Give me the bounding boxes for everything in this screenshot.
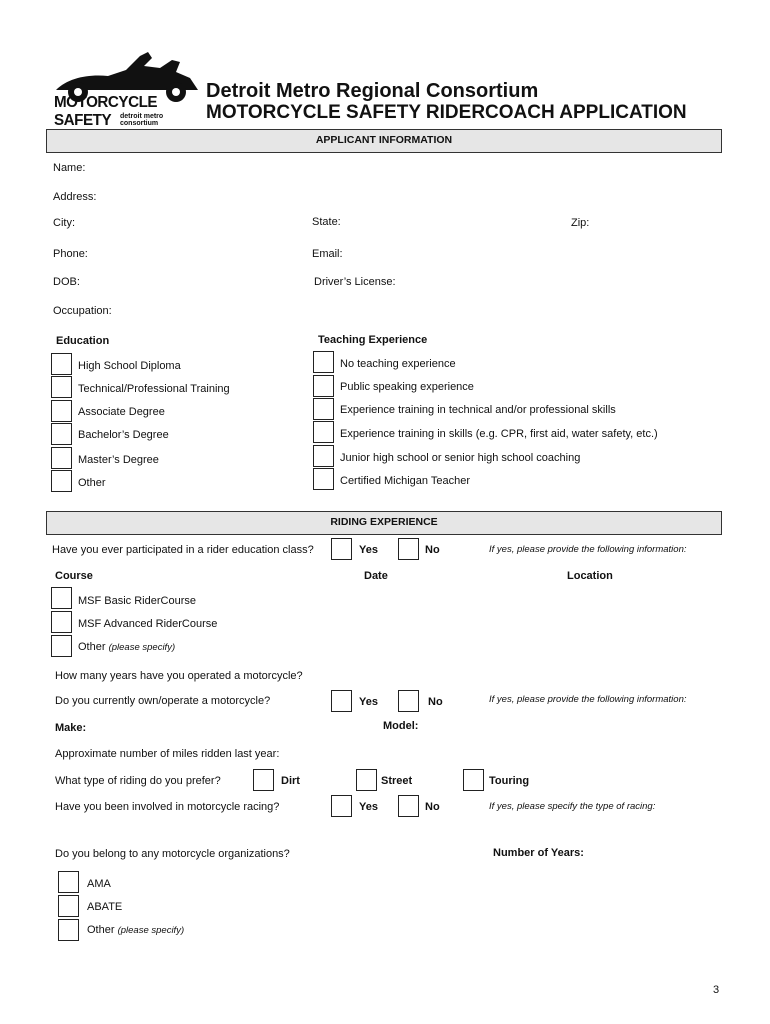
racing-yes-label: Yes (359, 801, 378, 813)
street-label: Street (381, 775, 413, 787)
teaching-option: Experience training in skills (e.g. CPR, first aid, water safety, etc.) (340, 428, 658, 440)
phone-label: Phone: (53, 248, 88, 260)
name-label: Name: (53, 162, 86, 174)
education-checkbox[interactable] (51, 423, 72, 445)
rider-class-no-label: No (425, 544, 440, 556)
page-number: 3 (713, 984, 720, 996)
applicant-section-header: APPLICANT INFORMATION (46, 129, 722, 153)
education-option: Bachelor’s Degree (78, 429, 169, 441)
model-label: Model: (383, 720, 419, 732)
education-checkbox[interactable] (51, 376, 72, 398)
teaching-option: Public speaking experience (340, 381, 474, 393)
education-checkbox[interactable] (51, 470, 72, 492)
education-option: Master’s Degree (78, 454, 159, 466)
logo (48, 46, 202, 129)
org-please-specify-note: (please specify) (117, 925, 185, 936)
teaching-option: Certified Michigan Teacher (340, 475, 471, 487)
org-option: ABATE (87, 901, 123, 913)
education-option: Other (78, 477, 106, 489)
own-question: Do you currently own/operate a motorcycle? (55, 695, 271, 707)
logo-text: MOTORCYCLE SAFETY (54, 94, 158, 129)
org-checkbox[interactable] (58, 919, 79, 941)
zip-label: Zip: (571, 217, 590, 229)
org-other-label: Other (87, 924, 115, 936)
education-option: Associate Degree (78, 406, 165, 418)
education-checkbox[interactable] (51, 447, 72, 469)
education-checkbox[interactable] (51, 353, 72, 375)
rider-class-yes-checkbox[interactable] (331, 538, 352, 560)
dirt-checkbox[interactable] (253, 769, 274, 791)
please-specify-note: (please specify) (108, 642, 176, 653)
address-label: Address: (53, 191, 97, 203)
org-option (87, 924, 184, 937)
teaching-heading: Teaching Experience (318, 334, 428, 346)
course-option: MSF Advanced RiderCourse (78, 618, 218, 630)
location-column-header: Location (567, 570, 613, 582)
racing-no-label: No (425, 801, 440, 813)
miles-question: Approximate number of miles ridden last year: (55, 748, 280, 760)
rider-class-no-checkbox[interactable] (398, 538, 419, 560)
touring-label: Touring (489, 775, 530, 787)
state-label: State: (312, 216, 341, 228)
city-label: City: (53, 217, 75, 229)
dirt-label: Dirt (281, 775, 300, 787)
teaching-checkbox[interactable] (313, 468, 334, 490)
form-title: MOTORCYCLE SAFETY RIDERCOACH APPLICATION (206, 102, 687, 123)
rider-class-question: Have you ever participated in a rider education class? (52, 544, 314, 556)
racing-question: Have you been involved in motorcycle racing? (55, 801, 280, 813)
own-yes-checkbox[interactable] (331, 690, 352, 712)
rider-class-yes-label: Yes (359, 544, 378, 556)
if-yes-info-note: If yes, please provide the following information: (489, 544, 687, 555)
number-of-years-label: Number of Years: (493, 847, 584, 859)
org-checkbox[interactable] (58, 871, 79, 893)
street-checkbox[interactable] (356, 769, 377, 791)
racing-no-checkbox[interactable] (398, 795, 419, 817)
date-column-header: Date (364, 570, 388, 582)
course-option: MSF Basic RiderCourse (78, 595, 196, 607)
teaching-checkbox[interactable] (313, 445, 334, 467)
teaching-checkbox[interactable] (313, 421, 334, 443)
course-option (78, 641, 175, 654)
course-checkbox[interactable] (51, 587, 72, 609)
org-option: AMA (87, 878, 111, 890)
racing-if-yes-note: If yes, please specify the type of racing: (489, 801, 656, 812)
own-no-label: No (428, 696, 443, 708)
occupation-label: Occupation: (53, 305, 112, 317)
organizations-question: Do you belong to any motorcycle organizations? (55, 848, 290, 860)
own-yes-label: Yes (359, 696, 378, 708)
own-no-checkbox[interactable] (398, 690, 419, 712)
org-checkbox[interactable] (58, 895, 79, 917)
education-option: High School Diploma (78, 360, 181, 372)
own-if-yes-note: If yes, please provide the following information: (489, 694, 687, 705)
years-question: How many years have you operated a motorcycle? (55, 670, 303, 682)
course-column-header: Course (55, 570, 93, 582)
education-checkbox[interactable] (51, 400, 72, 422)
teaching-checkbox[interactable] (313, 398, 334, 420)
racing-yes-checkbox[interactable] (331, 795, 352, 817)
touring-checkbox[interactable] (463, 769, 484, 791)
teaching-option: Experience training in technical and/or professional skills (340, 404, 616, 416)
teaching-option: Junior high school or senior high school coaching (340, 452, 581, 464)
riding-section-header: RIDING EXPERIENCE (46, 511, 722, 535)
logo-subtext: detroit metro consortium (120, 113, 164, 127)
course-checkbox[interactable] (51, 635, 72, 657)
teaching-checkbox[interactable] (313, 375, 334, 397)
dob-label: DOB: (53, 276, 80, 288)
teaching-option: No teaching experience (340, 358, 456, 370)
teaching-checkbox[interactable] (313, 351, 334, 373)
education-option: Technical/Professional Training (78, 383, 230, 395)
org-name: Detroit Metro Regional Consortium (206, 80, 539, 102)
course-checkbox[interactable] (51, 611, 72, 633)
make-label: Make: (55, 722, 87, 734)
riding-type-question: What type of riding do you prefer? (55, 775, 221, 787)
course-other-label: Other (78, 641, 106, 653)
education-heading: Education (56, 335, 110, 347)
email-label: Email: (312, 248, 343, 260)
license-label: Driver’s License: (314, 276, 396, 288)
